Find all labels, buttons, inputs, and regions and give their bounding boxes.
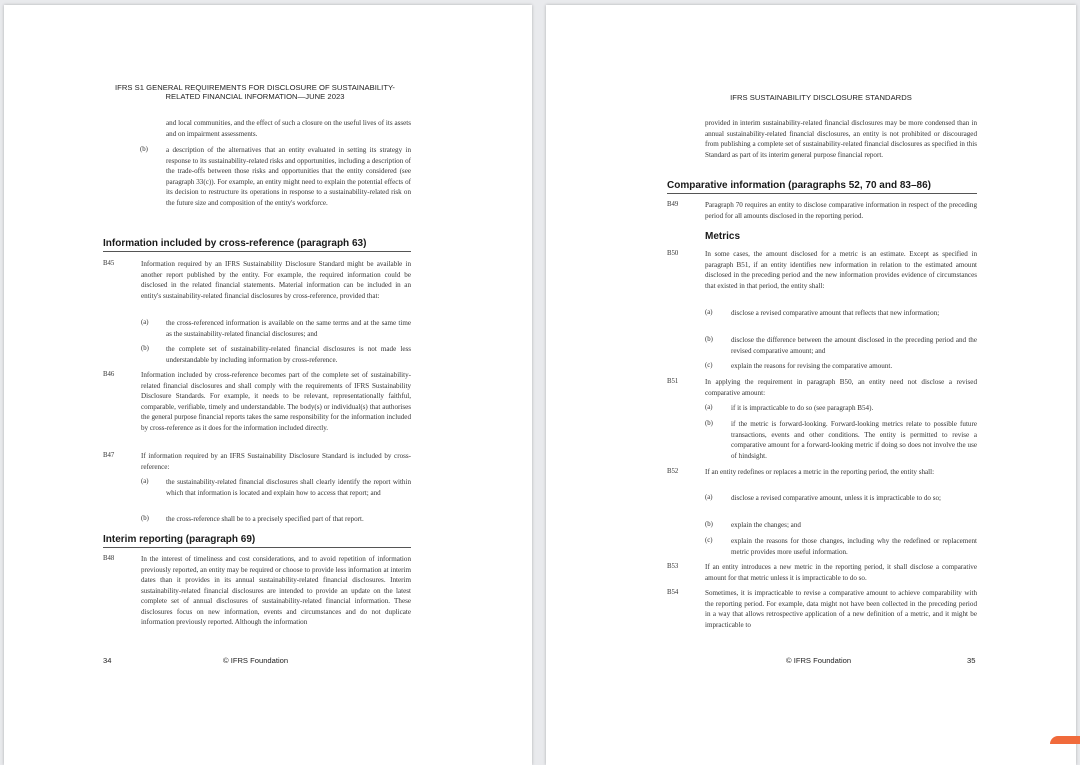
item-text: explain the reasons for revising the comparative amount.: [731, 362, 893, 370]
paragraph-number-b47: B47: [103, 452, 115, 459]
item-label: (a): [705, 309, 713, 316]
paragraph-number-b54: B54: [667, 589, 679, 596]
page-number: 35: [967, 656, 976, 665]
section-heading-comparative-information: Comparative information (paragraphs 52, 70 and 83–86): [667, 180, 977, 194]
item-label: (c): [705, 537, 713, 544]
left-page: [4, 5, 532, 765]
item-text: if the metric is forward-looking. Forward-looking metrics relate to possible future transactions, events and other conditions. The entity is permitted to revise a comparative amount for a forward-looking metric if doing so does not involve the use of hindsight.: [731, 420, 977, 460]
item-label: (a): [705, 494, 713, 501]
item-text: explain the changes; and: [731, 521, 801, 529]
footer-copyright: © IFRS Foundation: [223, 656, 289, 665]
item-text: the sustainability-related financial disclosures shall clearly identify the report within which that information is located and explain how to access that report; and: [166, 478, 411, 497]
paragraph-number-b48: B48: [103, 555, 115, 562]
paragraph-b45: Information required by an IFRS Sustainability Disclosure Standard might be available in another report published by the entity. For example, the required information could be disclosed in the related financial statements. Material information can be included in an entity's sustainability-related financial disclosures by cross-reference, provided that:: [141, 260, 411, 300]
paragraph-b50: In some cases, the amount disclosed for a metric is an estimate. Except as specified in paragraph B51, if an entity identifies new information in relation to the estimated amount disclosed in the preceding period and the new information provides evidence of circumstances that existed in that period, the entity shall:: [705, 250, 977, 290]
paragraph-b47: If information required by an IFRS Sustainability Disclosure Standard is included by cross-reference:: [141, 452, 411, 471]
item-text: the cross-reference shall be to a precisely specified part of that report.: [166, 515, 364, 523]
paragraph-number-b46: B46: [103, 371, 115, 378]
item-label: (a): [705, 404, 713, 411]
running-header: IFRS S1 GENERAL REQUIREMENTS FOR DISCLOSURE OF SUSTAINABILITY-RELATED FINANCIAL INFORMATION—JUNE 2023: [114, 83, 396, 101]
paragraph-b53: If an entity introduces a new metric in the reporting period, it shall disclose a comparative amount for that metric unless it is impracticable to do so.: [705, 563, 977, 582]
paragraph-b52: If an entity redefines or replaces a metric in the reporting period, the entity shall:: [705, 468, 935, 476]
page-number: 34: [103, 656, 112, 665]
paragraph-b49: Paragraph 70 requires an entity to disclose comparative information in respect of the preceding period for all amounts disclosed in the reporting period.: [705, 201, 977, 220]
item-text: the complete set of sustainability-related financial disclosures is not made less understandable by including information by cross-reference.: [166, 345, 411, 364]
item-label: (a): [141, 478, 149, 485]
paragraph-b54: Sometimes, it is impracticable to revise a comparative amount to achieve comparability with the reporting period. For example, data might not have been collected in the preceding period in a way that allows retrospective application of a new definition of a metric, and it might be impracticable to: [705, 589, 977, 629]
item-text: a description of the alternatives that an entity evaluated in setting its strategy in response to its sustainability-related risks and opportunities, including a description of the trade-offs between those risks and opportunities that the entity considered (see paragraph 33(c)). For example, an entity might need to explain the potential effects of its decision to restructure its operations in response to a sustainability-related risk on the future size and composition of the entity's workforce.: [166, 146, 411, 207]
footer-copyright: © IFRS Foundation: [786, 656, 852, 665]
continued-paragraph: provided in interim sustainability-related financial disclosures may be more condensed than in annual sustainability-related financial disclosures, an entity is not prohibited or discouraged from publishing a complete set of sustainability-related financial disclosures as specified in this Standard as part of its interim general purpose financial report.: [705, 119, 977, 159]
section-heading-interim-reporting: Interim reporting (paragraph 69): [103, 534, 411, 548]
paragraph-number-b45: B45: [103, 260, 115, 267]
running-header: IFRS SUSTAINABILITY DISCLOSURE STANDARDS: [730, 93, 912, 102]
paragraph-number-b49: B49: [667, 201, 679, 208]
item-label: (c): [705, 362, 713, 369]
right-page: [546, 5, 1076, 765]
paragraph-b46: Information included by cross-reference becomes part of the complete set of sustainability-related financial disclosures and shall comply with the requirements of IFRS Sustainability Disclosure Standards. For example, it needs to be relevant, representationally faithful, comparable, verifiable, timely and understandable. The body(s) or individual(s) that authorises the general purpose financial reports takes the same responsibility for the information included by cross-reference as it does for the information included directly.: [141, 371, 411, 432]
item-text: if it is impracticable to do so (see paragraph B54).: [731, 404, 874, 412]
section-heading-cross-reference: Information included by cross-reference (paragraph 63): [103, 238, 411, 252]
paragraph-number-b50: B50: [667, 250, 679, 257]
paragraph-number-b51: B51: [667, 378, 679, 385]
page-corner-tab[interactable]: [1050, 736, 1080, 744]
paragraph-number-b53: B53: [667, 563, 679, 570]
paragraph-b51: In applying the requirement in paragraph B50, an entity need not disclose a revised comparative amount:: [705, 378, 977, 397]
item-label: (b): [141, 515, 149, 522]
item-text: the cross-referenced information is available on the same terms and at the same time as the sustainability-related financial disclosures; and: [166, 319, 411, 338]
item-label: (b): [141, 345, 149, 352]
paragraph-b48: In the interest of timeliness and cost considerations, and to avoid repetition of information previously reported, an entity may be required or choose to provide less information at interim dates than it provides in its annual sustainability-related financial disclosures. Interim sustainability-related financial disclosures are intended to provide an update on the latest complete set of annual disclosures of sustainability-related financial information. These disclosures focus on new information, events and circumstances and do not duplicate information previously reported. Although the information: [141, 555, 411, 626]
item-text: explain the reasons for those changes, including why the redefined or replacement metric provides more useful information.: [731, 537, 977, 556]
item-label: (b): [705, 336, 713, 343]
item-label: (b): [705, 521, 713, 528]
item-text: disclose a revised comparative amount, unless it is impracticable to do so;: [731, 494, 941, 502]
item-text: disclose the difference between the amount disclosed in the preceding period and the revised comparative amount; and: [731, 336, 977, 355]
item-label: (a): [141, 319, 149, 326]
item-label: (b): [705, 420, 713, 427]
paragraph-number-b52: B52: [667, 468, 679, 475]
item-text: disclose a revised comparative amount that reflects that new information;: [731, 309, 940, 317]
subsection-heading-metrics: Metrics: [705, 231, 741, 242]
continued-paragraph: and local communities, and the effect of such a closure on the useful lives of its assets and on impairment assessments.: [166, 119, 411, 138]
item-label: (b): [140, 146, 148, 153]
